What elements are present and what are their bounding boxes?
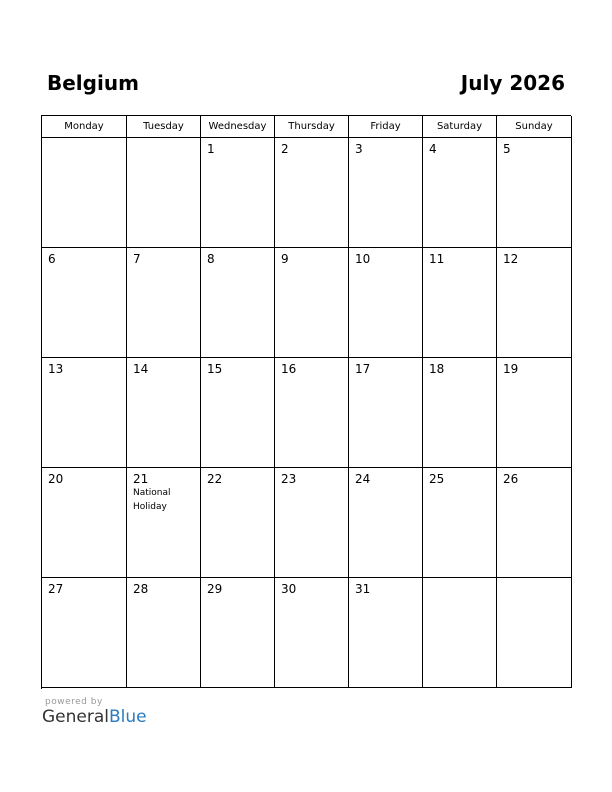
- weekday-header: Wednesday: [201, 116, 275, 138]
- day-number: 5: [503, 142, 511, 156]
- day-cell: [349, 138, 423, 248]
- country-title: Belgium: [47, 71, 139, 95]
- day-cell: [349, 358, 423, 468]
- day-number: 6: [48, 252, 56, 266]
- weekday-header: Saturday: [423, 116, 497, 138]
- day-number: 28: [133, 582, 149, 596]
- day-number: 19: [503, 362, 519, 376]
- day-cell: [42, 578, 127, 688]
- day-number: 20: [48, 472, 64, 486]
- day-cell: [42, 358, 127, 468]
- weekday-header: Monday: [42, 116, 127, 138]
- day-cell: [127, 138, 201, 248]
- holiday-label: National Holiday: [133, 488, 171, 512]
- brand-blue: Blue: [109, 707, 147, 727]
- day-cell: [497, 578, 572, 688]
- day-cell: [42, 248, 127, 358]
- day-cell: [127, 468, 201, 578]
- day-cell: [349, 468, 423, 578]
- day-number: 21: [133, 472, 149, 486]
- day-cell: [497, 358, 572, 468]
- day-cell: [423, 138, 497, 248]
- day-cell: [275, 248, 349, 358]
- day-number: 24: [355, 472, 371, 486]
- day-cell: [275, 358, 349, 468]
- day-number: 2: [281, 142, 289, 156]
- day-cell: [423, 248, 497, 358]
- day-cell: [127, 358, 201, 468]
- powered-by-text: powered by: [45, 697, 103, 707]
- calendar-grid: [41, 115, 571, 689]
- day-number: 17: [355, 362, 371, 376]
- day-number: 11: [429, 252, 445, 266]
- day-cell: [127, 248, 201, 358]
- day-cell: [201, 468, 275, 578]
- day-cell: [497, 138, 572, 248]
- weekday-header: Sunday: [497, 116, 572, 138]
- day-number: 18: [429, 362, 445, 376]
- day-number: 26: [503, 472, 519, 486]
- day-number: 22: [207, 472, 223, 486]
- day-cell: [497, 468, 572, 578]
- day-number: 7: [133, 252, 141, 266]
- day-cell: [201, 248, 275, 358]
- day-number: 27: [48, 582, 64, 596]
- day-number: 3: [355, 142, 363, 156]
- day-number: 29: [207, 582, 223, 596]
- day-number: 23: [281, 472, 297, 486]
- day-number: 14: [133, 362, 149, 376]
- day-number: 16: [281, 362, 297, 376]
- day-number: 4: [429, 142, 437, 156]
- day-number: 1: [207, 142, 215, 156]
- day-cell: [275, 468, 349, 578]
- day-number: 30: [281, 582, 297, 596]
- day-cell: [423, 358, 497, 468]
- day-cell: [275, 138, 349, 248]
- weekday-header: Friday: [349, 116, 423, 138]
- weekday-header: Thursday: [275, 116, 349, 138]
- day-cell: [201, 578, 275, 688]
- day-cell: [423, 468, 497, 578]
- day-cell: [497, 248, 572, 358]
- day-cell: [423, 578, 497, 688]
- day-number: 10: [355, 252, 371, 266]
- day-cell: [349, 578, 423, 688]
- day-cell: [42, 468, 127, 578]
- generalblue-logo: [42, 707, 147, 727]
- month-title: July 2026: [460, 71, 565, 95]
- day-cell: [349, 248, 423, 358]
- day-cell: [201, 138, 275, 248]
- day-number: 31: [355, 582, 371, 596]
- day-number: 8: [207, 252, 215, 266]
- day-cell: [127, 578, 201, 688]
- day-number: 13: [48, 362, 64, 376]
- day-number: 25: [429, 472, 445, 486]
- day-number: 9: [281, 252, 289, 266]
- day-cell: [201, 358, 275, 468]
- day-cell: [42, 138, 127, 248]
- brand-general: General: [42, 707, 109, 727]
- day-number: 12: [503, 252, 519, 266]
- day-cell: [275, 578, 349, 688]
- weekday-header: Tuesday: [127, 116, 201, 138]
- day-number: 15: [207, 362, 223, 376]
